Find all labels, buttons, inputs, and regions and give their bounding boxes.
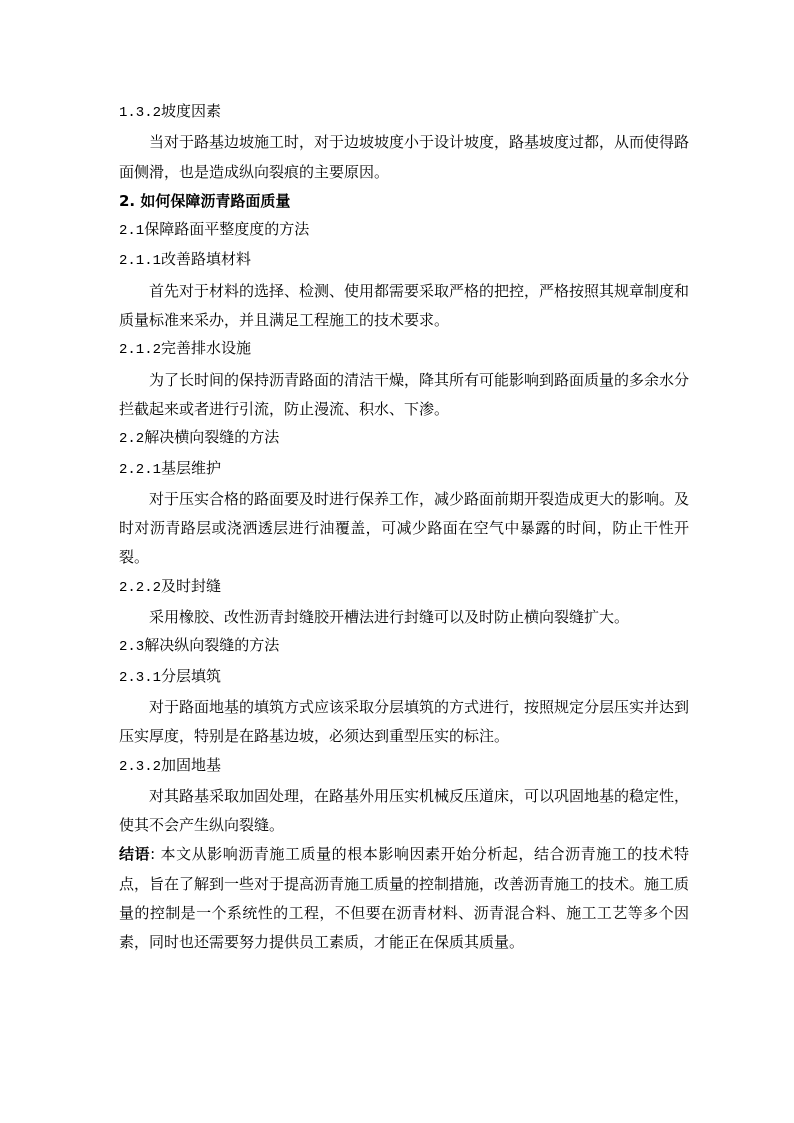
heading-text: 坡度因素 bbox=[161, 104, 222, 120]
paragraph-foundation: 对其路基采取加固处理，在路基外用压实机械反压道床，可以巩固地基的稳定性，使其不会产生纵向裂缝。 bbox=[119, 786, 690, 835]
heading-2-1 bbox=[119, 216, 689, 246]
heading-text: 加固地基 bbox=[161, 757, 222, 774]
paragraph-materials: 首先对于材料的选择、检测、使用都需要采取严格的把控，严格按照其规章制度和质量标准来采办，并且满足工程施工的技术要求。 bbox=[119, 281, 690, 330]
paragraph-base-maintenance: 对于压实合格的路面要及时进行保养工作，减少路面前期开裂造成更大的影响。及时对沥青路层或浇洒透层进行油覆盖，可减少路面在空气中暴露的时间，防止干性开裂。 bbox=[119, 489, 690, 567]
heading-2-2-2 bbox=[119, 573, 689, 603]
heading-text: 解决横向裂缝的方法 bbox=[144, 430, 280, 447]
heading-text: 解决纵向裂缝的方法 bbox=[144, 638, 280, 655]
heading-2-1-1 bbox=[119, 246, 689, 276]
heading-number: 2.1.1 bbox=[119, 253, 162, 270]
heading-number: 2.1 bbox=[119, 223, 145, 240]
heading-text: 完善排水设施 bbox=[161, 341, 252, 358]
heading-number: 1.3.2 bbox=[119, 105, 162, 121]
paragraph-slope-factor: 当对于路基边坡施工时，对于边坡坡度小于设计坡度，路基坡度过都，从而使得路面侧滑，也是造成纵向裂痕的主要原因。 bbox=[119, 133, 690, 181]
heading-number: 2.2.2 bbox=[119, 579, 162, 596]
conclusion-label: 结语 bbox=[119, 845, 151, 864]
heading-2-2 bbox=[119, 424, 689, 454]
section-heading-2: 2. 如何保障沥青路面质量 bbox=[119, 191, 291, 210]
conclusion-text: : 本文从影响沥青施工质量的根本影响因素开始分析起，结合沥青施工的技术特点，旨在了解到一些对于提高沥青施工质量的控制措施，改善沥青施工的技术。施工质量的控制是一个系统性的工程，不但要在沥青材料、沥青混合料、施工工艺等多个因素，同时也还需要努力提供员工素质，才能正在保质其质量。 bbox=[119, 845, 690, 952]
document-body bbox=[119, 98, 689, 958]
heading-text: 基层维护 bbox=[161, 460, 222, 477]
heading-number: 2.3.1 bbox=[119, 669, 162, 686]
heading-2-1-2 bbox=[119, 335, 689, 365]
heading-2-3-1 bbox=[119, 663, 689, 693]
heading-number: 2.3 bbox=[119, 639, 145, 656]
paragraph-layered-fill: 对于路面地基的填筑方式应该采取分层填筑的方式进行，按照规定分层压实并达到压实厚度，特别是在路基边坡，必须达到重型压实的标注。 bbox=[119, 697, 690, 746]
heading-2-3-2 bbox=[119, 752, 689, 782]
heading-number: 2.1.2 bbox=[119, 342, 162, 359]
heading-text: 分层填筑 bbox=[161, 668, 222, 685]
heading-2-3 bbox=[119, 632, 689, 662]
heading-2-2-1 bbox=[119, 455, 689, 485]
heading-text: 及时封缝 bbox=[161, 578, 222, 595]
heading-number: 2.2.1 bbox=[119, 461, 162, 478]
heading-1-3-2 bbox=[119, 98, 689, 128]
heading-text: 改善路填材料 bbox=[161, 252, 252, 269]
paragraph-drainage: 为了长时间的保持沥青路面的清洁干燥，降其所有可能影响到路面质量的多余水分拦截起来或者进行引流，防止漫流、积水、下渗。 bbox=[119, 370, 690, 418]
paragraph-sealing: 采用橡胶、改性沥青封缝胶开槽法进行封缝可以及时防止横向裂缝扩大。 bbox=[149, 608, 630, 627]
heading-number: 2.3.2 bbox=[119, 758, 162, 775]
heading-number: 2.2 bbox=[119, 431, 145, 448]
heading-text: 保障路面平整度度的方法 bbox=[144, 222, 310, 239]
conclusion-paragraph bbox=[119, 840, 689, 957]
